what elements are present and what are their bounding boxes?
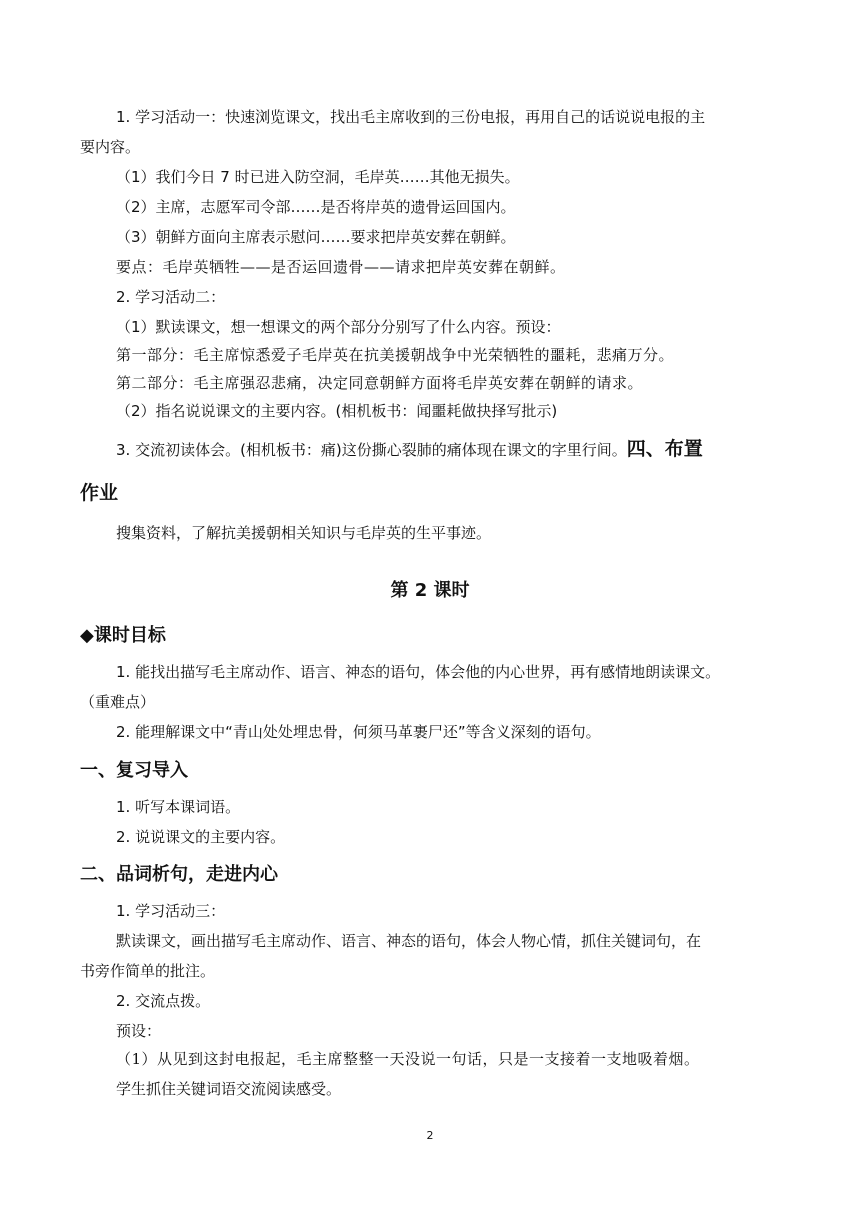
activity-3-text-line-1: 默读课文，画出描写毛主席动作、语言、神态的语句，体会人物心情，抓住关键词句，在: [116, 932, 702, 950]
review-item-1: 1. 听写本课词语。: [116, 798, 241, 816]
activity-3-heading: 1. 学习活动三：: [116, 902, 226, 920]
preset-item-1: （1）从见到这封电报起，毛主席整整一天没说一句话，只是一支接着一支地吸着烟。: [116, 1050, 700, 1068]
homework-heading-part-1: 四、布置: [626, 438, 703, 460]
activity-3-text-line-2: 书旁作简单的批注。: [80, 962, 216, 980]
discussion-heading: 2. 交流点拨。: [116, 992, 211, 1010]
review-item-2: 2. 说说课文的主要内容。: [116, 828, 286, 846]
activity-3-line: [116, 438, 703, 461]
activity-2-heading: 2. 学习活动二：: [116, 288, 226, 306]
preset-label: 预设：: [116, 1022, 162, 1040]
activity-2-item-1: （1）默读课文，想一想课文的两个部分分别写了什么内容。预设：: [116, 318, 561, 336]
goal-1-line-2: （重难点）: [80, 693, 156, 711]
lesson-goals-heading: ◆课时目标: [80, 625, 166, 646]
goal-2: 2. 能理解课文中“青山处处埋忠骨，何须马革裹尸还”等含义深刻的语句。: [116, 723, 601, 741]
lesson-title: 第 2 课时: [390, 580, 470, 601]
goal-1-line-1: 1. 能找出描写毛主席动作、语言、神态的语句，体会他的内心世界，再有感情地朗读课文。: [116, 663, 721, 681]
homework-text: 搜集资料，了解抗美援朝相关知识与毛岸英的生平事迹。: [116, 524, 492, 542]
homework-heading-part-2: 作业: [80, 482, 119, 504]
section-1-heading: 一、复习导入: [80, 760, 188, 781]
preset-note: 学生抓住关键词语交流阅读感受。: [116, 1080, 342, 1098]
activity-1-line-2: 要内容。: [80, 138, 141, 156]
telegram-3: （3）朝鲜方面向主席表示慰问……要求把岸英安葬在朝鲜。: [116, 228, 516, 246]
key-points: 要点：毛岸英牺牲——是否运回遗骨——请求把岸英安葬在朝鲜。: [116, 258, 566, 276]
page-number: 2: [426, 1129, 434, 1142]
activity-2-item-2: （2）指名说说课文的主要内容。(相机板书：闻噩耗做抉择写批示): [116, 402, 558, 420]
section-2-heading: 二、品词析句，走进内心: [80, 864, 278, 885]
part-one-summary: 第一部分：毛主席惊悉爱子毛岸英在抗美援朝战争中光荣牺牲的噩耗，悲痛万分。: [116, 346, 675, 364]
activity-1-line-1: 1. 学习活动一：快速浏览课文，找出毛主席收到的三份电报，再用自己的话说说电报的主: [116, 108, 706, 126]
part-two-summary: 第二部分：毛主席强忍悲痛，决定同意朝鲜方面将毛岸英安葬在朝鲜的请求。: [116, 374, 644, 392]
telegram-1: （1）我们今日 7 时已进入防空洞，毛岸英……其他无损失。: [116, 168, 520, 186]
activity-3-text: 3. 交流初读体会。(相机板书：痛)这份撕心裂肺的痛体现在课文的字里行间。: [116, 441, 627, 459]
telegram-2: （2）主席，志愿军司令部……是否将岸英的遗骨运回国内。: [116, 198, 516, 216]
